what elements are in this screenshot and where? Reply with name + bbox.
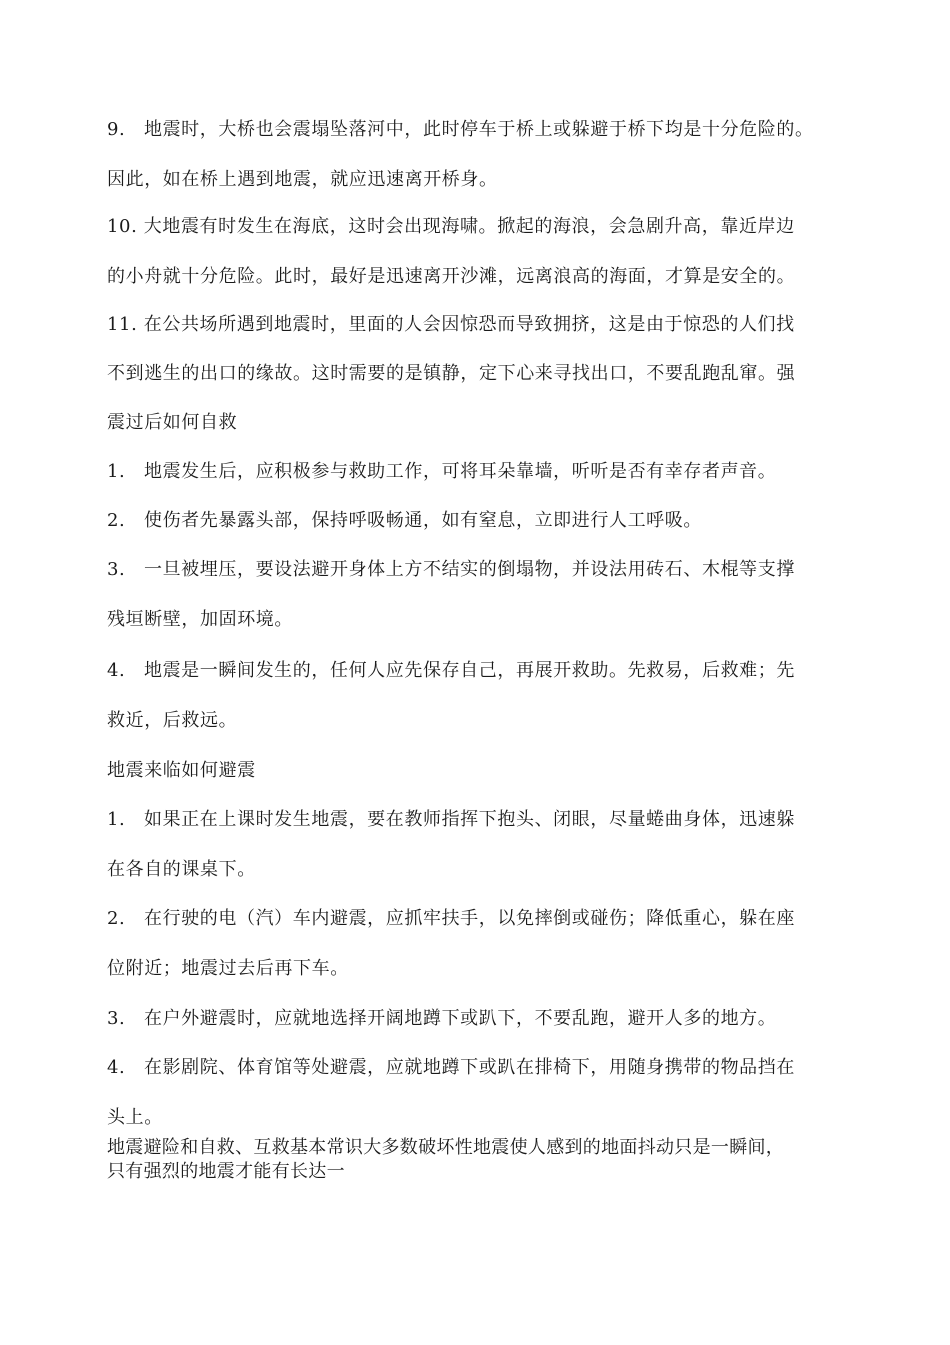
self-rescue-item-3b: 残垣断壁，加固环境。	[107, 609, 293, 630]
section-heading-avoid: 地震来临如何避震	[107, 760, 256, 781]
avoid-item-4b: 头上。	[107, 1107, 163, 1128]
self-rescue-item-3a: 3. 一旦被埋压，要设法避开身体上方不结实的倒塌物，并设法用砖石、木棍等支撑	[107, 559, 795, 580]
avoid-item-1a: 1. 如果正在上课时发生地震，要在教师指挥下抱头、闭眼，尽量蜷曲身体，迅速躲	[107, 809, 795, 830]
self-rescue-item-1: 1. 地震发生后，应积极参与救助工作，可将耳朵靠墙，听听是否有幸存者声音。	[107, 461, 777, 482]
avoid-item-2a: 2. 在行驶的电（汽）车内避震，应抓牢扶手，以免摔倒或碰伤；降低重心，躲在座	[107, 908, 795, 929]
self-rescue-item-4a: 4. 地震是一瞬间发生的，任何人应先保存自己，再展开救助。先救易，后救难；先	[107, 660, 795, 681]
paragraph-line-10a: 10. 大地震有时发生在海底，这时会出现海啸。掀起的海浪，会急剧升高，靠近岸边	[107, 216, 795, 237]
paragraph-line-11c: 震过后如何自救	[107, 412, 238, 433]
paragraph-line-11a: 11. 在公共场所遇到地震时，里面的人会因惊恐而导致拥挤，这是由于惊恐的人们找	[107, 314, 795, 335]
avoid-item-3: 3. 在户外避震时，应就地选择开阔地蹲下或趴下，不要乱跑，避开人多的地方。	[107, 1008, 777, 1029]
avoid-item-4a: 4. 在影剧院、体育馆等处避震，应就地蹲下或趴在排椅下，用随身携带的物品挡在	[107, 1057, 795, 1078]
paragraph-line-9a: 9. 地震时，大桥也会震塌坠落河中，此时停车于桥上或躲避于桥下均是十分危险的。	[107, 119, 814, 140]
summary-line-a: 地震避险和自救、互救基本常识大多数破坏性地震使人感到的地面抖动只是一瞬间，	[107, 1137, 785, 1158]
paragraph-line-9b: 因此，如在桥上遇到地震，就应迅速离开桥身。	[107, 169, 498, 190]
summary-line-b: 只有强烈的地震才能有长达一	[107, 1161, 345, 1182]
avoid-item-2b: 位附近；地震过去后再下车。	[107, 958, 349, 979]
paragraph-line-10b: 的小舟就十分危险。此时，最好是迅速离开沙滩，远离浪高的海面，才算是安全的。	[107, 266, 796, 287]
paragraph-line-11b: 不到逃生的出口的缘故。这时需要的是镇静，定下心来寻找出口，不要乱跑乱窜。强	[107, 363, 796, 384]
self-rescue-item-2: 2. 使伤者先暴露头部，保持呼吸畅通，如有窒息，立即进行人工呼吸。	[107, 510, 702, 531]
self-rescue-item-4b: 救近，后救远。	[107, 710, 238, 731]
avoid-item-1b: 在各自的课桌下。	[107, 859, 256, 880]
